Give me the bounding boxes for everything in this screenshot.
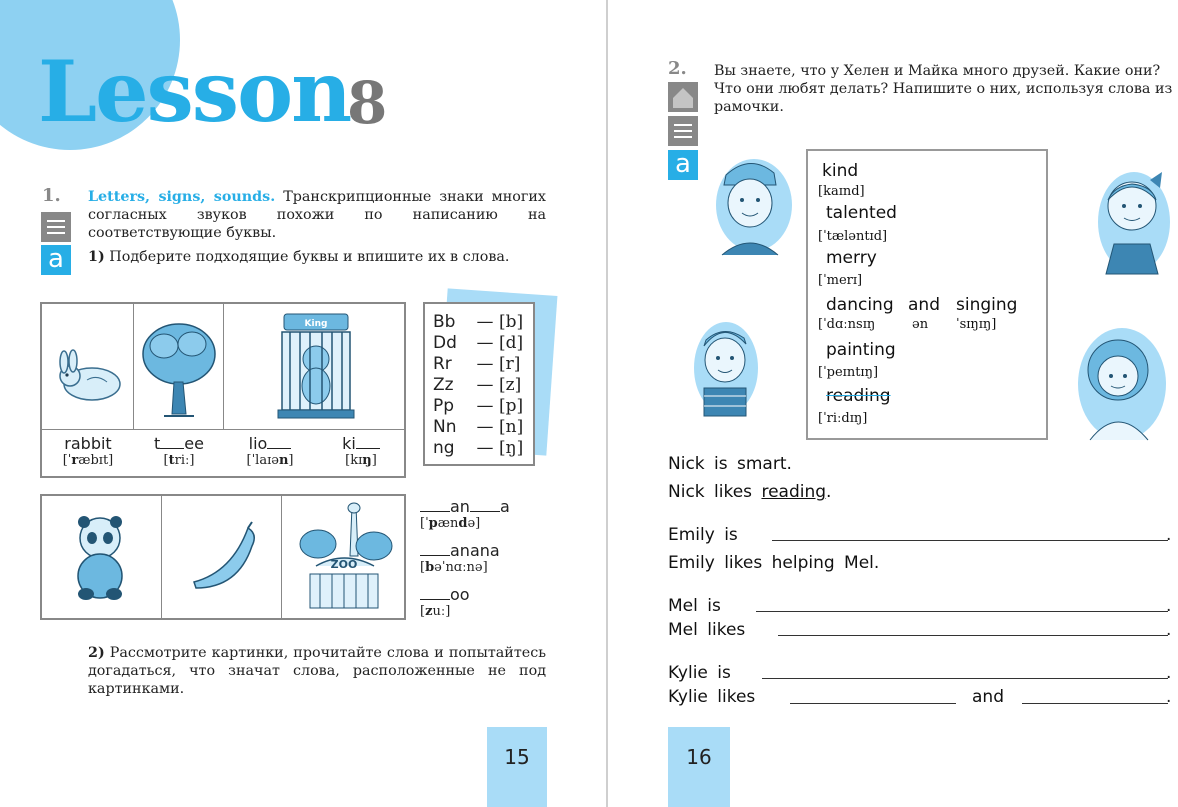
sound: [p] (499, 396, 524, 416)
sentence-and: and (972, 687, 1004, 707)
sound: [n] (499, 417, 524, 437)
period: . (1166, 620, 1172, 640)
trans-part: [ˈlaɪə (246, 453, 279, 468)
sentence-emily-is: Emily is (668, 525, 738, 545)
writing-lines-icon (668, 116, 698, 146)
letter: Zz (433, 375, 454, 395)
home-icon-graphic (668, 82, 698, 112)
box-word-kind: kind (822, 161, 859, 181)
word-zoo (420, 585, 470, 619)
word-tree-text (134, 434, 224, 453)
word-part: oo (450, 585, 470, 604)
box-trans-kind: [kaɪnd] (818, 184, 865, 199)
word-rabbit (42, 434, 134, 468)
box-trans-and: ən (912, 317, 929, 332)
cage-sign-text: King (304, 319, 328, 329)
sound: [z] (499, 375, 522, 395)
box-trans-talented: [ˈtæləntɪd] (818, 229, 888, 244)
trans-part: æbɪt] (78, 453, 114, 468)
box-trans-painting: [ˈpeɪntɪŋ] (818, 365, 879, 380)
word-king-transcription (316, 453, 406, 468)
word-zoo-transcription (420, 604, 470, 619)
answer-line-kylie-likes-2[interactable] (1022, 703, 1168, 704)
trans-bold: r (71, 453, 79, 468)
dash: — (476, 312, 494, 332)
trans-part: [ˈ (420, 516, 429, 531)
sentence-nick-is: Nick is smart. (668, 454, 792, 474)
word-part: lio (248, 434, 268, 453)
lion-cage-illustration (224, 304, 406, 430)
word-part: ee (184, 434, 204, 453)
answer-blank[interactable] (420, 586, 450, 600)
sound: [d] (499, 333, 524, 353)
word-panda (420, 497, 510, 531)
word-rabbit-text: rabbit (64, 434, 112, 453)
word-lion-text (224, 434, 316, 453)
trans-part: əˈnɑːnə] (434, 560, 488, 575)
picture-table-2 (40, 494, 406, 620)
word-tree (134, 434, 224, 468)
exercise-1-number: 1. (42, 185, 61, 206)
lesson-title: Lesson (38, 42, 351, 141)
dash: — (476, 438, 494, 458)
dash: — (476, 333, 494, 353)
trans-bold: p (428, 516, 438, 531)
dash: — (476, 396, 494, 416)
letters-card (423, 302, 535, 466)
word-part: t (154, 434, 161, 453)
exercise-2-number: 2. (668, 58, 687, 79)
exercise-1-instruction (88, 188, 546, 242)
zoo-gate-illustration (282, 496, 406, 618)
trans-part: ] (288, 453, 294, 468)
home-icon (668, 82, 698, 112)
letter-row-ng (433, 438, 525, 459)
picture-cell-tree (134, 304, 224, 430)
box-word-talented: talented (826, 203, 897, 223)
kylie-portrait (1070, 324, 1170, 444)
answer-line-emily-is[interactable] (772, 540, 1168, 541)
word-part: anana (450, 541, 500, 560)
box-word-reading-crossed: reading (826, 386, 891, 406)
tree-illustration (134, 304, 224, 430)
sentence-text: Nick likes (668, 482, 753, 502)
exercise-2-instruction: Вы знаете, что у Хелен и Майка много друзей. Какие они? Что они любят делать? Напишите о них, используя слова из рамочки. (714, 63, 1173, 115)
word-lion (224, 434, 316, 468)
task-1-number: 1) (88, 249, 105, 265)
page-number-right: 16 (668, 727, 730, 807)
emily-portrait (1092, 160, 1172, 280)
letter-row-n (433, 417, 525, 438)
answer-line-mel-is[interactable] (756, 611, 1168, 612)
letter: Nn (433, 417, 457, 437)
word-zoo-text (420, 585, 470, 604)
period: . (1166, 663, 1172, 683)
letter-row-r (433, 354, 525, 375)
box-word-painting: painting (826, 340, 896, 360)
word-panda-text (420, 497, 510, 516)
writing-lines-icon (41, 212, 71, 242)
letter: Rr (433, 354, 452, 374)
box-trans-reading: [ˈriːdɪŋ] (818, 411, 868, 426)
trans-part: riː] (174, 453, 195, 468)
picture-table-1 (40, 302, 406, 478)
word-tree-transcription (134, 453, 224, 468)
word-part: a (499, 497, 510, 516)
panda-illustration (42, 496, 162, 618)
word-banana (420, 541, 500, 575)
letter: Pp (433, 396, 455, 416)
letter: ng (433, 438, 455, 458)
answer-blank[interactable] (160, 435, 184, 449)
answer-line-kylie-likes-1[interactable] (790, 703, 956, 704)
lesson-number: 8 (347, 69, 388, 137)
zoo-sign-text: ZOO (330, 558, 358, 571)
trans-bold: d (458, 516, 468, 531)
box-trans-dancing: [ˈdɑːnsɪŋ (818, 317, 876, 332)
trans-bold: ŋ (362, 453, 372, 468)
answer-blank[interactable] (420, 542, 450, 556)
alphabet-a-icon: a (668, 150, 698, 180)
picture-cell-rabbit (42, 304, 134, 430)
sentence-kylie-likes: Kylie likes (668, 687, 756, 707)
box-word-dancing: dancing (826, 295, 894, 315)
task-1-text: Подберите подходящие буквы и впишите их в слова. (109, 249, 510, 265)
letter: Bb (433, 312, 456, 332)
letter-row-d (433, 333, 525, 354)
word-rabbit-transcription (42, 453, 134, 468)
letter: Dd (433, 333, 457, 353)
letter-row-z (433, 375, 525, 396)
answer-blank[interactable] (356, 435, 380, 449)
sentence-kylie-is: Kylie is (668, 663, 731, 683)
task-2-text: Рассмотрите картинки, прочитайте слова и попытайтесь догадаться, что значат слова, расположенные не под картинками. (88, 645, 546, 697)
trans-bold: n (278, 453, 289, 468)
sound: [r] (499, 354, 521, 374)
trans-part: æn (437, 516, 459, 531)
trans-bold: b (425, 560, 435, 575)
dash: — (476, 354, 494, 374)
exercise-1-task-2 (88, 644, 546, 698)
trans-bold: t (168, 453, 175, 468)
box-word-merry: merry (826, 248, 877, 268)
trans-part: ə] (467, 516, 481, 531)
sentence-mel-is: Mel is (668, 596, 721, 616)
trans-part: [ (163, 453, 169, 468)
period: . (1166, 687, 1172, 707)
answer-blank[interactable] (420, 498, 450, 512)
sentence-emily-likes: Emily likes helping Mel. (668, 553, 880, 573)
word-part: an (450, 497, 470, 516)
box-word-and: and (908, 295, 940, 315)
box-word-singing: singing (956, 295, 1018, 315)
answer-line-kylie-is[interactable] (762, 678, 1168, 679)
picture-cell-lion (224, 304, 406, 430)
word-banana-text (420, 541, 500, 560)
period: . (826, 482, 832, 502)
alphabet-a-icon: a (41, 245, 71, 275)
dash: — (476, 375, 494, 395)
dash: — (476, 417, 494, 437)
sound: [b] (499, 312, 524, 332)
exercise-1-heading: Letters, signs, sounds. (88, 189, 276, 205)
page-fold (606, 0, 608, 807)
period: . (1166, 596, 1172, 616)
answer-blank[interactable] (470, 498, 500, 512)
trans-part: [ˈ (62, 453, 72, 468)
sentence-mel-likes: Mel likes (668, 620, 746, 640)
banana-illustration (162, 496, 282, 618)
trans-part: ] (371, 453, 377, 468)
trans-part: uː] (432, 604, 451, 619)
word-banana-transcription (420, 560, 500, 575)
mel-portrait (690, 310, 760, 420)
trans-part: [ (420, 560, 426, 575)
exercise-1-task-1 (88, 248, 546, 266)
word-panda-transcription (420, 516, 510, 531)
period: . (1166, 525, 1172, 545)
word-lion-transcription (224, 453, 316, 468)
trans-part: [kɪ (345, 453, 363, 468)
nick-portrait (706, 145, 796, 260)
sound: [ŋ] (499, 438, 524, 458)
word-king (316, 434, 406, 468)
trans-bold: z (425, 604, 433, 619)
picture-cell-banana (162, 496, 282, 618)
word-king-text (316, 434, 406, 453)
trans-part: [ (420, 604, 426, 619)
rabbit-illustration (42, 304, 134, 430)
word-part: ki (342, 434, 356, 453)
answer-line-mel-likes[interactable] (778, 635, 1168, 636)
letter-row-b (433, 312, 525, 333)
example-answer: reading (761, 482, 827, 502)
box-trans-singing: ˈsɪŋɪŋ] (956, 317, 997, 332)
box-trans-merry: [ˈmerɪ] (818, 273, 863, 288)
task-2-number: 2) (88, 645, 105, 661)
picture-cell-panda (42, 496, 162, 618)
exercise-1-intro: Транскрипционные знаки многих согласных звуков похожи по написанию на соответствующие буквы. (88, 189, 546, 241)
sentence-nick-likes (668, 482, 831, 502)
word-box (806, 149, 1048, 440)
picture-cell-zoo (282, 496, 406, 618)
letter-row-p (433, 396, 525, 417)
page-number-left: 15 (487, 727, 547, 807)
answer-blank[interactable] (267, 435, 291, 449)
